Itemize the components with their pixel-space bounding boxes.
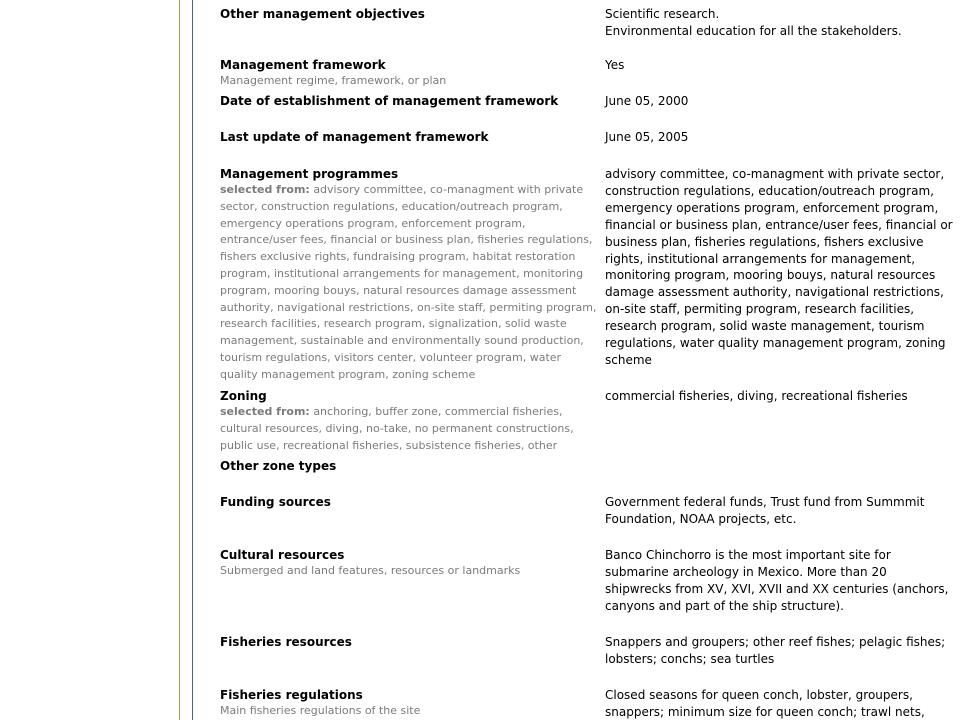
field-sublabel: Main fisheries regulations of the site — [220, 704, 421, 717]
field-value: Snappers and groupers; other reef fishes; pelagic fishes; lobsters; conchs; sea turtles — [605, 635, 946, 666]
field-sublabel: Management regime, framework, or plan — [220, 74, 447, 87]
field-label: Management programmes — [220, 167, 399, 181]
field-value: Government federal funds, Trust fund from Summmit Foundation, NOAA projects, etc. — [605, 495, 925, 526]
field-value: Closed seasons for queen conch, lobster, groupers, snappers; minimum size for queen conch; trawl nets, — [605, 688, 925, 719]
left-border-blue — [192, 0, 193, 720]
field-value: advisory committee, co-managment with private sector, construction regulations, education/outreach program, emergency operations program, enforcement program, financial or business plan, entrance/user fees, financial or business plan, fisheries regulations, fishers exclusive rights, institutional arrangements for management, monitoring program, mooring bouys, natural resources damage assessment authority, navigational restrictions, on-site staff, permiting program, research facilities, research program, solid waste management, tourism regulations, water quality management program, zoning scheme — [605, 167, 953, 367]
selected-from-label: selected from: — [220, 183, 310, 196]
left-border-olive — [179, 0, 180, 720]
field-label: Last update of management framework — [220, 130, 489, 144]
options-list: anchoring, buffer zone, commercial fisheries, cultural resources, diving, no-take, no permanent constructions, public use, recreational fisheries, subsistence fisheries, other — [220, 405, 574, 452]
field-value: commercial fisheries, diving, recreational fisheries — [605, 389, 908, 403]
field-label: Management framework — [220, 58, 386, 72]
field-label: Date of establishment of management framework — [220, 94, 559, 108]
field-value: Yes — [605, 58, 625, 72]
field-label: Zoning — [220, 389, 267, 403]
field-label: Fisheries regulations — [220, 688, 363, 702]
field-options — [220, 404, 598, 454]
selected-from-label: selected from: — [220, 405, 310, 418]
value-line: Environmental education for all the stakeholders. — [605, 23, 902, 38]
field-label: Other management objectives — [220, 7, 425, 21]
site-details — [220, 0, 960, 720]
field-value: June 05, 2000 — [605, 94, 689, 108]
options-list: advisory committee, co-managment with private sector, construction regulations, education/outreach program, emergency operations program, enforcement program, entrance/user fees, financial or business plan, fisheries regulations, fishers exclusive rights, fundraising program, habitat restoration program, institutional arrangements for management, monitoring program, mooring bouys, natural resources damage assessment authority, navigational restrictions, on-site staff, permiting program, research facilities, research program, signalization, solid waste management, sustainable and environmentally sound production, tourism regulations, visitors center, volunteer program, water quality management program, zoning scheme — [220, 183, 597, 381]
field-value: June 05, 2005 — [605, 130, 689, 144]
field-options — [220, 182, 598, 384]
field-label: Funding sources — [220, 495, 331, 509]
field-value: Banco Chinchorro is the most important site for submarine archeology in Mexico. More than 20 shipwrecks from XV, XVI, XVII and XX centuries (anchors, canyons and part of the ship structure). — [605, 548, 949, 613]
field-label: Other zone types — [220, 459, 337, 473]
field-label: Cultural resources — [220, 548, 345, 562]
value-line: Scientific research. — [605, 7, 720, 21]
field-label: Fisheries resources — [220, 635, 352, 649]
field-value — [605, 6, 955, 40]
field-sublabel: Submerged and land features, resources or landmarks — [220, 564, 521, 577]
